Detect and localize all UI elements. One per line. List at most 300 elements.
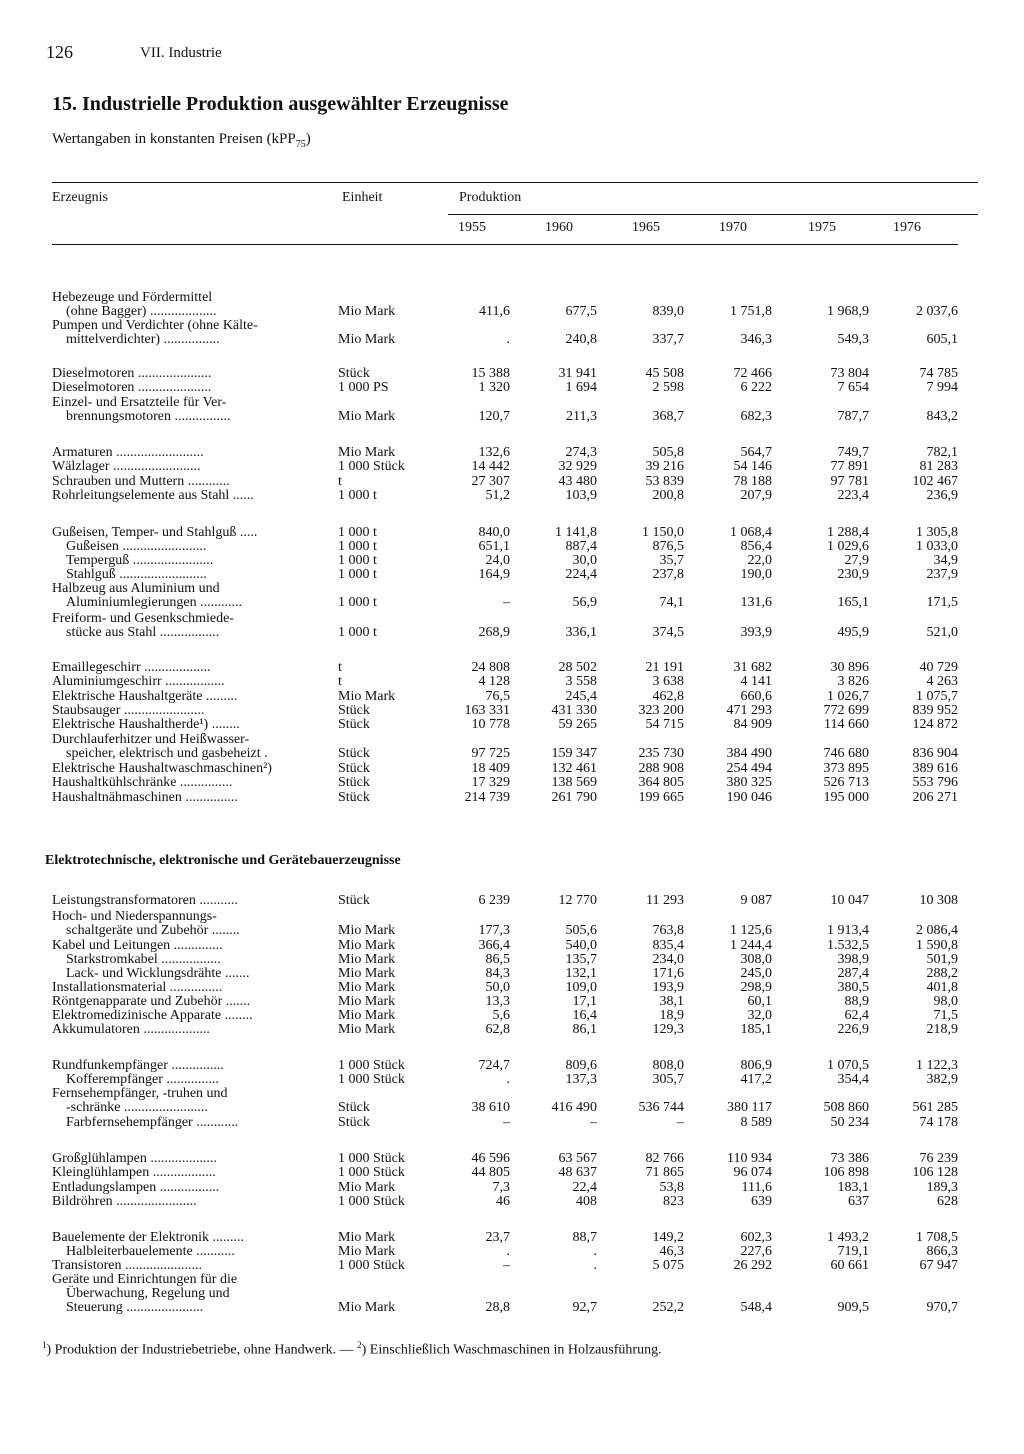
row-value-1975: 230,9 [837, 567, 869, 582]
row-label: Großglühlampen ................... [52, 1151, 217, 1166]
row-value-1955: 84,3 [485, 966, 510, 981]
row-value-1965: 374,5 [652, 625, 684, 640]
row-value-1975: 1.532,5 [827, 938, 869, 953]
row-value-1975: 3 826 [837, 674, 869, 689]
row-value-1960: 135,7 [565, 952, 597, 967]
row-value-1975: 165,1 [837, 595, 869, 610]
row-value-1955: 840,0 [478, 525, 510, 540]
row-value-1960: 261 790 [551, 790, 597, 805]
row-unit: Mio Mark [338, 994, 396, 1009]
row-value-1965: 129,3 [652, 1022, 684, 1037]
row-unit: 1 000 Stück [338, 1151, 405, 1166]
row-label: (ohne Bagger) ................... [66, 304, 217, 319]
row-value-1965: 505,8 [652, 445, 684, 460]
row-value-1975: 226,9 [837, 1022, 869, 1037]
row-value-1955: 214 739 [464, 790, 510, 805]
row-value-1960: 245,4 [565, 689, 597, 704]
row-unit: Mio Mark [338, 1230, 396, 1245]
row-value-1955: 28,8 [485, 1300, 510, 1315]
row-value-1955: 14 442 [471, 459, 510, 474]
row-unit: 1 000 Stück [338, 459, 405, 474]
row-unit: Stück [338, 1100, 370, 1115]
row-value-1955: 268,9 [478, 625, 510, 640]
row-unit: Mio Mark [338, 1008, 396, 1023]
row-value-1960: 211,3 [566, 409, 597, 424]
row-label: Transistoren ...................... [52, 1258, 202, 1273]
row-value-1975: 223,4 [837, 488, 869, 503]
row-label: Kabel und Leitungen .............. [52, 938, 223, 953]
row-value-1965: 252,2 [652, 1300, 684, 1315]
row-value-1976: 189,3 [926, 1180, 958, 1195]
row-value-1965: 368,7 [652, 409, 684, 424]
row-value-1965: 808,0 [652, 1058, 684, 1073]
row-value-1975: 549,3 [837, 332, 869, 347]
row-value-1965: 74,1 [659, 595, 684, 610]
row-value-1955: 17 329 [471, 775, 510, 790]
row-value-1960: 28 502 [558, 660, 597, 675]
row-value-1970: 131,6 [740, 595, 772, 610]
row-value-1976: 843,2 [926, 409, 958, 424]
row-value-1970: 190,0 [740, 567, 772, 582]
row-label: Entladungslampen ................. [52, 1180, 220, 1195]
row-value-1976: 40 729 [919, 660, 958, 675]
row-value-1976: 218,9 [926, 1022, 958, 1037]
row-value-1976: 782,1 [926, 445, 958, 460]
row-value-1965: 54 715 [645, 717, 684, 732]
header-year-1970: 1970 [719, 220, 747, 235]
row-value-1970: 6 222 [740, 380, 772, 395]
row-value-1955: 97 725 [471, 746, 510, 761]
row-unit: 1 000 t [338, 567, 377, 582]
row-value-1955: 46 596 [471, 1151, 510, 1166]
row-unit: Mio Mark [338, 1180, 396, 1195]
row-value-1955: 164,9 [478, 567, 510, 582]
row-value-1960: 132 461 [551, 761, 597, 776]
row-value-1960: 336,1 [565, 625, 597, 640]
row-value-1965: 82 766 [645, 1151, 684, 1166]
row-unit: Stück [338, 1115, 370, 1130]
row-value-1975: 27,9 [844, 553, 869, 568]
row-value-1960: 505,6 [565, 923, 597, 938]
row-label: Elektrische Haushaltgeräte ......... [52, 689, 238, 704]
row-value-1975: 909,5 [837, 1300, 869, 1315]
row-unit: t [338, 660, 342, 675]
row-value-1960: 30,0 [572, 553, 597, 568]
row-value-1970: 346,3 [740, 332, 772, 347]
row-value-1976: 836 904 [912, 746, 958, 761]
row-label: Gußeisen, Temper- und Stahlguß ..... [52, 525, 258, 540]
row-label: Pumpen und Verdichter (ohne Kälte- [52, 318, 258, 333]
header-year-1955: 1955 [458, 220, 486, 235]
row-value-1955: – [503, 1115, 510, 1130]
footnote-1-text: ) Produktion der Industriebetriebe, ohne Handwerk. — [46, 1342, 358, 1358]
row-value-1965: 3 638 [652, 674, 684, 689]
row-unit: Stück [338, 746, 370, 761]
row-value-1960: 138 569 [551, 775, 597, 790]
row-value-1970: 111,6 [741, 1180, 772, 1195]
row-value-1975: 1 026,7 [827, 689, 869, 704]
row-label: Überwachung, Regelung und [66, 1286, 230, 1301]
row-value-1975: 73 386 [830, 1151, 869, 1166]
row-value-1970: 22,0 [747, 553, 772, 568]
row-value-1976: 401,8 [926, 980, 958, 995]
row-value-1955: 132,6 [478, 445, 510, 460]
section-heading-electrical: Elektrotechnische, elektronische und Gerätebauerzeugnisse [45, 853, 401, 868]
row-value-1970: 96 074 [733, 1165, 772, 1180]
row-value-1965: 462,8 [652, 689, 684, 704]
row-value-1975: 1 493,2 [827, 1230, 869, 1245]
row-value-1955: 24,0 [485, 553, 510, 568]
row-label: Geräte und Einrichtungen für die [52, 1272, 238, 1287]
row-value-1975: 1 288,4 [827, 525, 869, 540]
row-value-1955: 411,6 [479, 304, 510, 319]
row-unit: 1 000 t [338, 539, 377, 554]
row-value-1975: 373 895 [823, 761, 869, 776]
row-label: Elektrische Haushaltwaschmaschinen²) [52, 761, 272, 776]
row-unit: Mio Mark [338, 1244, 396, 1259]
row-label: Leistungstransformatoren ........... [52, 893, 238, 908]
row-value-1955: 44 805 [471, 1165, 510, 1180]
row-value-1970: 207,9 [740, 488, 772, 503]
row-value-1975: 772 699 [823, 703, 869, 718]
row-value-1970: 26 292 [733, 1258, 772, 1273]
row-value-1965: 2 598 [652, 380, 684, 395]
row-label: Haushaltnähmaschinen ............... [52, 790, 238, 805]
row-value-1955: 51,2 [485, 488, 510, 503]
row-value-1970: 806,9 [740, 1058, 772, 1073]
row-value-1970: 660,6 [740, 689, 772, 704]
row-label: speicher, elektrisch und gasbeheizt . [66, 746, 268, 761]
row-value-1976: 561 285 [912, 1100, 958, 1115]
row-value-1975: 114 660 [824, 717, 869, 732]
row-label: Dieselmotoren ..................... [52, 366, 212, 381]
row-label: brennungsmotoren ................ [66, 409, 231, 424]
row-label: Hebezeuge und Fördermittel [52, 290, 213, 305]
row-value-1955: 18 409 [471, 761, 510, 776]
row-label: Rundfunkempfänger ............... [52, 1058, 224, 1073]
row-unit: Mio Mark [338, 445, 396, 460]
row-value-1955: 27 307 [471, 474, 510, 489]
row-value-1965: 823 [663, 1194, 684, 1209]
row-value-1970: 227,6 [740, 1244, 772, 1259]
row-value-1975: 354,4 [837, 1072, 869, 1087]
row-value-1955: 38 610 [471, 1100, 510, 1115]
row-value-1970: 471 293 [726, 703, 772, 718]
footnotes [42, 1340, 662, 1359]
row-unit: 1 000 t [338, 595, 377, 610]
row-value-1976: 288,2 [926, 966, 958, 981]
header-product: Erzeugnis [52, 190, 108, 205]
row-value-1976: 76 239 [919, 1151, 958, 1166]
row-value-1975: 637 [848, 1194, 869, 1209]
row-label: stücke aus Stahl ................. [66, 625, 220, 640]
row-value-1960: 48 637 [558, 1165, 597, 1180]
row-value-1960: . [593, 1258, 597, 1273]
row-value-1976: 74 785 [919, 366, 958, 381]
row-value-1965: 536 744 [638, 1100, 684, 1115]
row-value-1965: 38,1 [659, 994, 684, 1009]
row-value-1965: 839,0 [652, 304, 684, 319]
row-value-1970: 856,4 [740, 539, 772, 554]
row-value-1970: 417,2 [740, 1072, 772, 1087]
header-year-1960: 1960 [545, 220, 573, 235]
row-unit: t [338, 474, 342, 489]
row-value-1976: 1 305,8 [916, 525, 958, 540]
row-value-1965: 200,8 [652, 488, 684, 503]
subtitle-close: ) [305, 131, 311, 147]
row-value-1975: 106 898 [823, 1165, 869, 1180]
row-value-1955: 1 320 [478, 380, 510, 395]
row-value-1955: 163 331 [464, 703, 510, 718]
row-value-1965: 21 191 [645, 660, 684, 675]
row-value-1975: 7 654 [837, 380, 869, 395]
row-value-1975: 88,9 [844, 994, 869, 1009]
row-value-1955: 50,0 [485, 980, 510, 995]
row-value-1955: 23,7 [485, 1230, 510, 1245]
row-value-1976: 4 263 [926, 674, 958, 689]
row-value-1976: 67 947 [919, 1258, 958, 1273]
row-value-1965: 876,5 [652, 539, 684, 554]
row-value-1976: 237,9 [926, 567, 958, 582]
row-label: Durchlauferhitzer und Heißwasser- [52, 732, 250, 747]
row-value-1976: 1 590,8 [916, 938, 958, 953]
row-value-1955: 24 808 [471, 660, 510, 675]
row-value-1976: 71,5 [933, 1008, 958, 1023]
row-label: Armaturen ......................... [52, 445, 204, 460]
row-label: Gußeisen ........................ [66, 539, 207, 554]
row-value-1976: 1 708,5 [916, 1230, 958, 1245]
row-value-1975: 398,9 [837, 952, 869, 967]
row-label: Rohrleitungselemente aus Stahl ...... [52, 488, 254, 503]
row-unit: Stück [338, 703, 370, 718]
row-value-1965: 71 865 [645, 1165, 684, 1180]
row-value-1960: 408 [576, 1194, 597, 1209]
row-value-1955: 651,1 [478, 539, 510, 554]
row-value-1970: 32,0 [747, 1008, 772, 1023]
row-value-1955: . [506, 1072, 510, 1087]
row-value-1955: 5,6 [492, 1008, 510, 1023]
row-label: Kofferempfänger ............... [66, 1072, 219, 1087]
row-value-1976: 1 075,7 [916, 689, 958, 704]
row-value-1970: 380 325 [726, 775, 772, 790]
row-unit: 1 000 Stück [338, 1058, 405, 1073]
row-unit: t [338, 674, 342, 689]
footnote-1-mark: 1 [42, 1340, 47, 1350]
row-value-1965: 763,8 [652, 923, 684, 938]
row-value-1960: 86,1 [572, 1022, 597, 1037]
row-value-1975: 1 913,4 [827, 923, 869, 938]
row-label: Halbleiterbauelemente ........... [66, 1244, 235, 1259]
row-value-1976: 98,0 [933, 994, 958, 1009]
row-value-1976: 7 994 [926, 380, 958, 395]
row-value-1976: 81 283 [919, 459, 958, 474]
row-value-1960: 132,1 [565, 966, 597, 981]
row-value-1975: 495,9 [837, 625, 869, 640]
row-label: mittelverdichter) ................ [66, 332, 220, 347]
row-label: Steuerung ...................... [66, 1300, 204, 1315]
row-value-1975: 73 804 [830, 366, 869, 381]
row-label: Fernsehempfänger, -truhen und [52, 1086, 228, 1101]
row-value-1965: 237,8 [652, 567, 684, 582]
row-value-1970: 602,3 [740, 1230, 772, 1245]
row-value-1965: 149,2 [652, 1230, 684, 1245]
row-unit: 1 000 Stück [338, 1258, 405, 1273]
row-value-1960: 1 141,8 [555, 525, 597, 540]
row-value-1975: 749,7 [837, 445, 869, 460]
row-label: Emaillegeschirr ................... [52, 660, 211, 675]
row-value-1955: 10 778 [471, 717, 510, 732]
row-value-1965: 53 839 [645, 474, 684, 489]
row-value-1960: 32 929 [558, 459, 597, 474]
row-unit: Mio Mark [338, 1022, 396, 1037]
row-label: Staubsauger ....................... [52, 703, 205, 718]
row-unit: 1 000 Stück [338, 1194, 405, 1209]
row-value-1965: 53,8 [659, 1180, 684, 1195]
row-value-1955: 76,5 [485, 689, 510, 704]
row-label: Dieselmotoren ..................... [52, 380, 212, 395]
row-label: Stahlguß ......................... [66, 567, 207, 582]
row-value-1955: 4 128 [478, 674, 510, 689]
row-label: Freiform- und Gesenkschmiede- [52, 611, 234, 626]
row-value-1965: 235 730 [638, 746, 684, 761]
row-value-1970: 8 589 [740, 1115, 772, 1130]
row-value-1960: 159 347 [551, 746, 597, 761]
row-value-1955: 13,3 [485, 994, 510, 1009]
row-value-1975: 719,1 [837, 1244, 869, 1259]
row-value-1965: 5 075 [652, 1258, 684, 1273]
row-value-1965: 199 665 [638, 790, 684, 805]
row-label: Installationsmaterial ............... [52, 980, 223, 995]
header-year-1976: 1976 [893, 220, 921, 235]
row-value-1976: 2 086,4 [916, 923, 958, 938]
row-value-1970: 1 125,6 [730, 923, 772, 938]
row-value-1970: 60,1 [747, 994, 772, 1009]
row-value-1960: 12 770 [558, 893, 597, 908]
row-value-1970: 380 117 [727, 1100, 772, 1115]
row-value-1955: 724,7 [478, 1058, 510, 1073]
row-value-1965: 46,3 [659, 1244, 684, 1259]
row-value-1976: 501,9 [926, 952, 958, 967]
row-value-1975: 195 000 [823, 790, 869, 805]
row-value-1965: 835,4 [652, 938, 684, 953]
row-value-1960: . [593, 1244, 597, 1259]
row-value-1975: 50 234 [830, 1115, 869, 1130]
row-value-1970: 298,9 [740, 980, 772, 995]
row-value-1955: 7,3 [492, 1180, 510, 1195]
row-value-1965: 11 293 [646, 893, 684, 908]
row-value-1955: – [503, 595, 510, 610]
row-value-1970: 84 909 [733, 717, 772, 732]
row-unit: 1 000 Stück [338, 1165, 405, 1180]
row-value-1976: 206 271 [912, 790, 958, 805]
row-value-1975: 746 680 [823, 746, 869, 761]
row-unit: Stück [338, 775, 370, 790]
row-value-1975: 1 070,5 [827, 1058, 869, 1073]
row-unit: 1 000 Stück [338, 1072, 405, 1087]
row-value-1976: 382,9 [926, 1072, 958, 1087]
row-value-1976: 628 [937, 1194, 958, 1209]
row-unit: Mio Mark [338, 409, 396, 424]
row-label: Temperguß ....................... [66, 553, 214, 568]
row-value-1970: 185,1 [740, 1022, 772, 1037]
row-value-1970: 254 494 [726, 761, 772, 776]
row-value-1975: 1 029,6 [827, 539, 869, 554]
row-unit: Mio Mark [338, 332, 396, 347]
row-value-1955: 62,8 [485, 1022, 510, 1037]
row-value-1970: 72 466 [733, 366, 772, 381]
row-label: Elektromedizinische Apparate ........ [52, 1008, 253, 1023]
row-value-1955: . [506, 332, 510, 347]
row-value-1965: 364 805 [638, 775, 684, 790]
row-label: Schrauben und Muttern ............ [52, 474, 230, 489]
row-value-1955: 366,4 [478, 938, 510, 953]
row-value-1975: 526 713 [823, 775, 869, 790]
row-value-1960: 109,0 [565, 980, 597, 995]
row-value-1970: 1 244,4 [730, 938, 772, 953]
row-value-1965: 323 200 [638, 703, 684, 718]
header-year-1965: 1965 [632, 220, 660, 235]
row-value-1976: 236,9 [926, 488, 958, 503]
row-value-1976: 106 128 [912, 1165, 958, 1180]
row-label: Starkstromkabel ................. [66, 952, 221, 967]
row-unit: 1 000 t [338, 488, 377, 503]
row-value-1960: 677,5 [565, 304, 597, 319]
row-label: Hoch- und Niederspannungs- [52, 909, 217, 924]
row-value-1955: 15 388 [471, 366, 510, 381]
subtitle-text: Wertangaben in konstanten Preisen (kPP [52, 131, 296, 147]
row-value-1976: 34,9 [933, 553, 958, 568]
row-unit: Mio Mark [338, 304, 396, 319]
row-value-1965: 35,7 [659, 553, 684, 568]
row-value-1970: 4 141 [740, 674, 772, 689]
row-value-1970: 245,0 [740, 966, 772, 981]
row-unit: 1 000 t [338, 525, 377, 540]
row-value-1960: 59 265 [558, 717, 597, 732]
row-value-1960: 224,4 [565, 567, 597, 582]
row-value-1975: 97 781 [830, 474, 869, 489]
row-unit: Mio Mark [338, 938, 396, 953]
header-unit: Einheit [342, 190, 383, 205]
row-value-1960: 103,9 [565, 488, 597, 503]
row-value-1976: 866,3 [926, 1244, 958, 1259]
row-value-1960: 31 941 [558, 366, 597, 381]
row-label: Aluminiumgeschirr ................. [52, 674, 225, 689]
row-value-1960: 1 694 [565, 380, 597, 395]
row-value-1960: 22,4 [572, 1180, 597, 1195]
page-number: 126 [46, 42, 73, 62]
row-label: Einzel- und Ersatzteile für Ver- [52, 395, 227, 410]
row-label: Elektrische Haushaltherde¹) ........ [52, 717, 240, 732]
row-value-1970: 110 934 [727, 1151, 772, 1166]
row-value-1976: 2 037,6 [916, 304, 958, 319]
row-label: Lack- und Wicklungsdrähte ....... [66, 966, 250, 981]
row-value-1975: 30 896 [830, 660, 869, 675]
row-value-1975: 10 047 [830, 893, 869, 908]
row-value-1960: 240,8 [565, 332, 597, 347]
row-value-1975: 62,4 [844, 1008, 869, 1023]
row-value-1955: 86,5 [485, 952, 510, 967]
header-year-1975: 1975 [808, 220, 836, 235]
row-unit: Stück [338, 790, 370, 805]
row-unit: Mio Mark [338, 689, 396, 704]
row-value-1970: 393,9 [740, 625, 772, 640]
subtitle-subscript: 75 [295, 139, 306, 150]
row-value-1965: 337,7 [652, 332, 684, 347]
row-value-1975: 508 860 [823, 1100, 869, 1115]
row-value-1975: 380,5 [837, 980, 869, 995]
row-unit: Mio Mark [338, 1300, 396, 1315]
row-value-1960: 431 330 [551, 703, 597, 718]
